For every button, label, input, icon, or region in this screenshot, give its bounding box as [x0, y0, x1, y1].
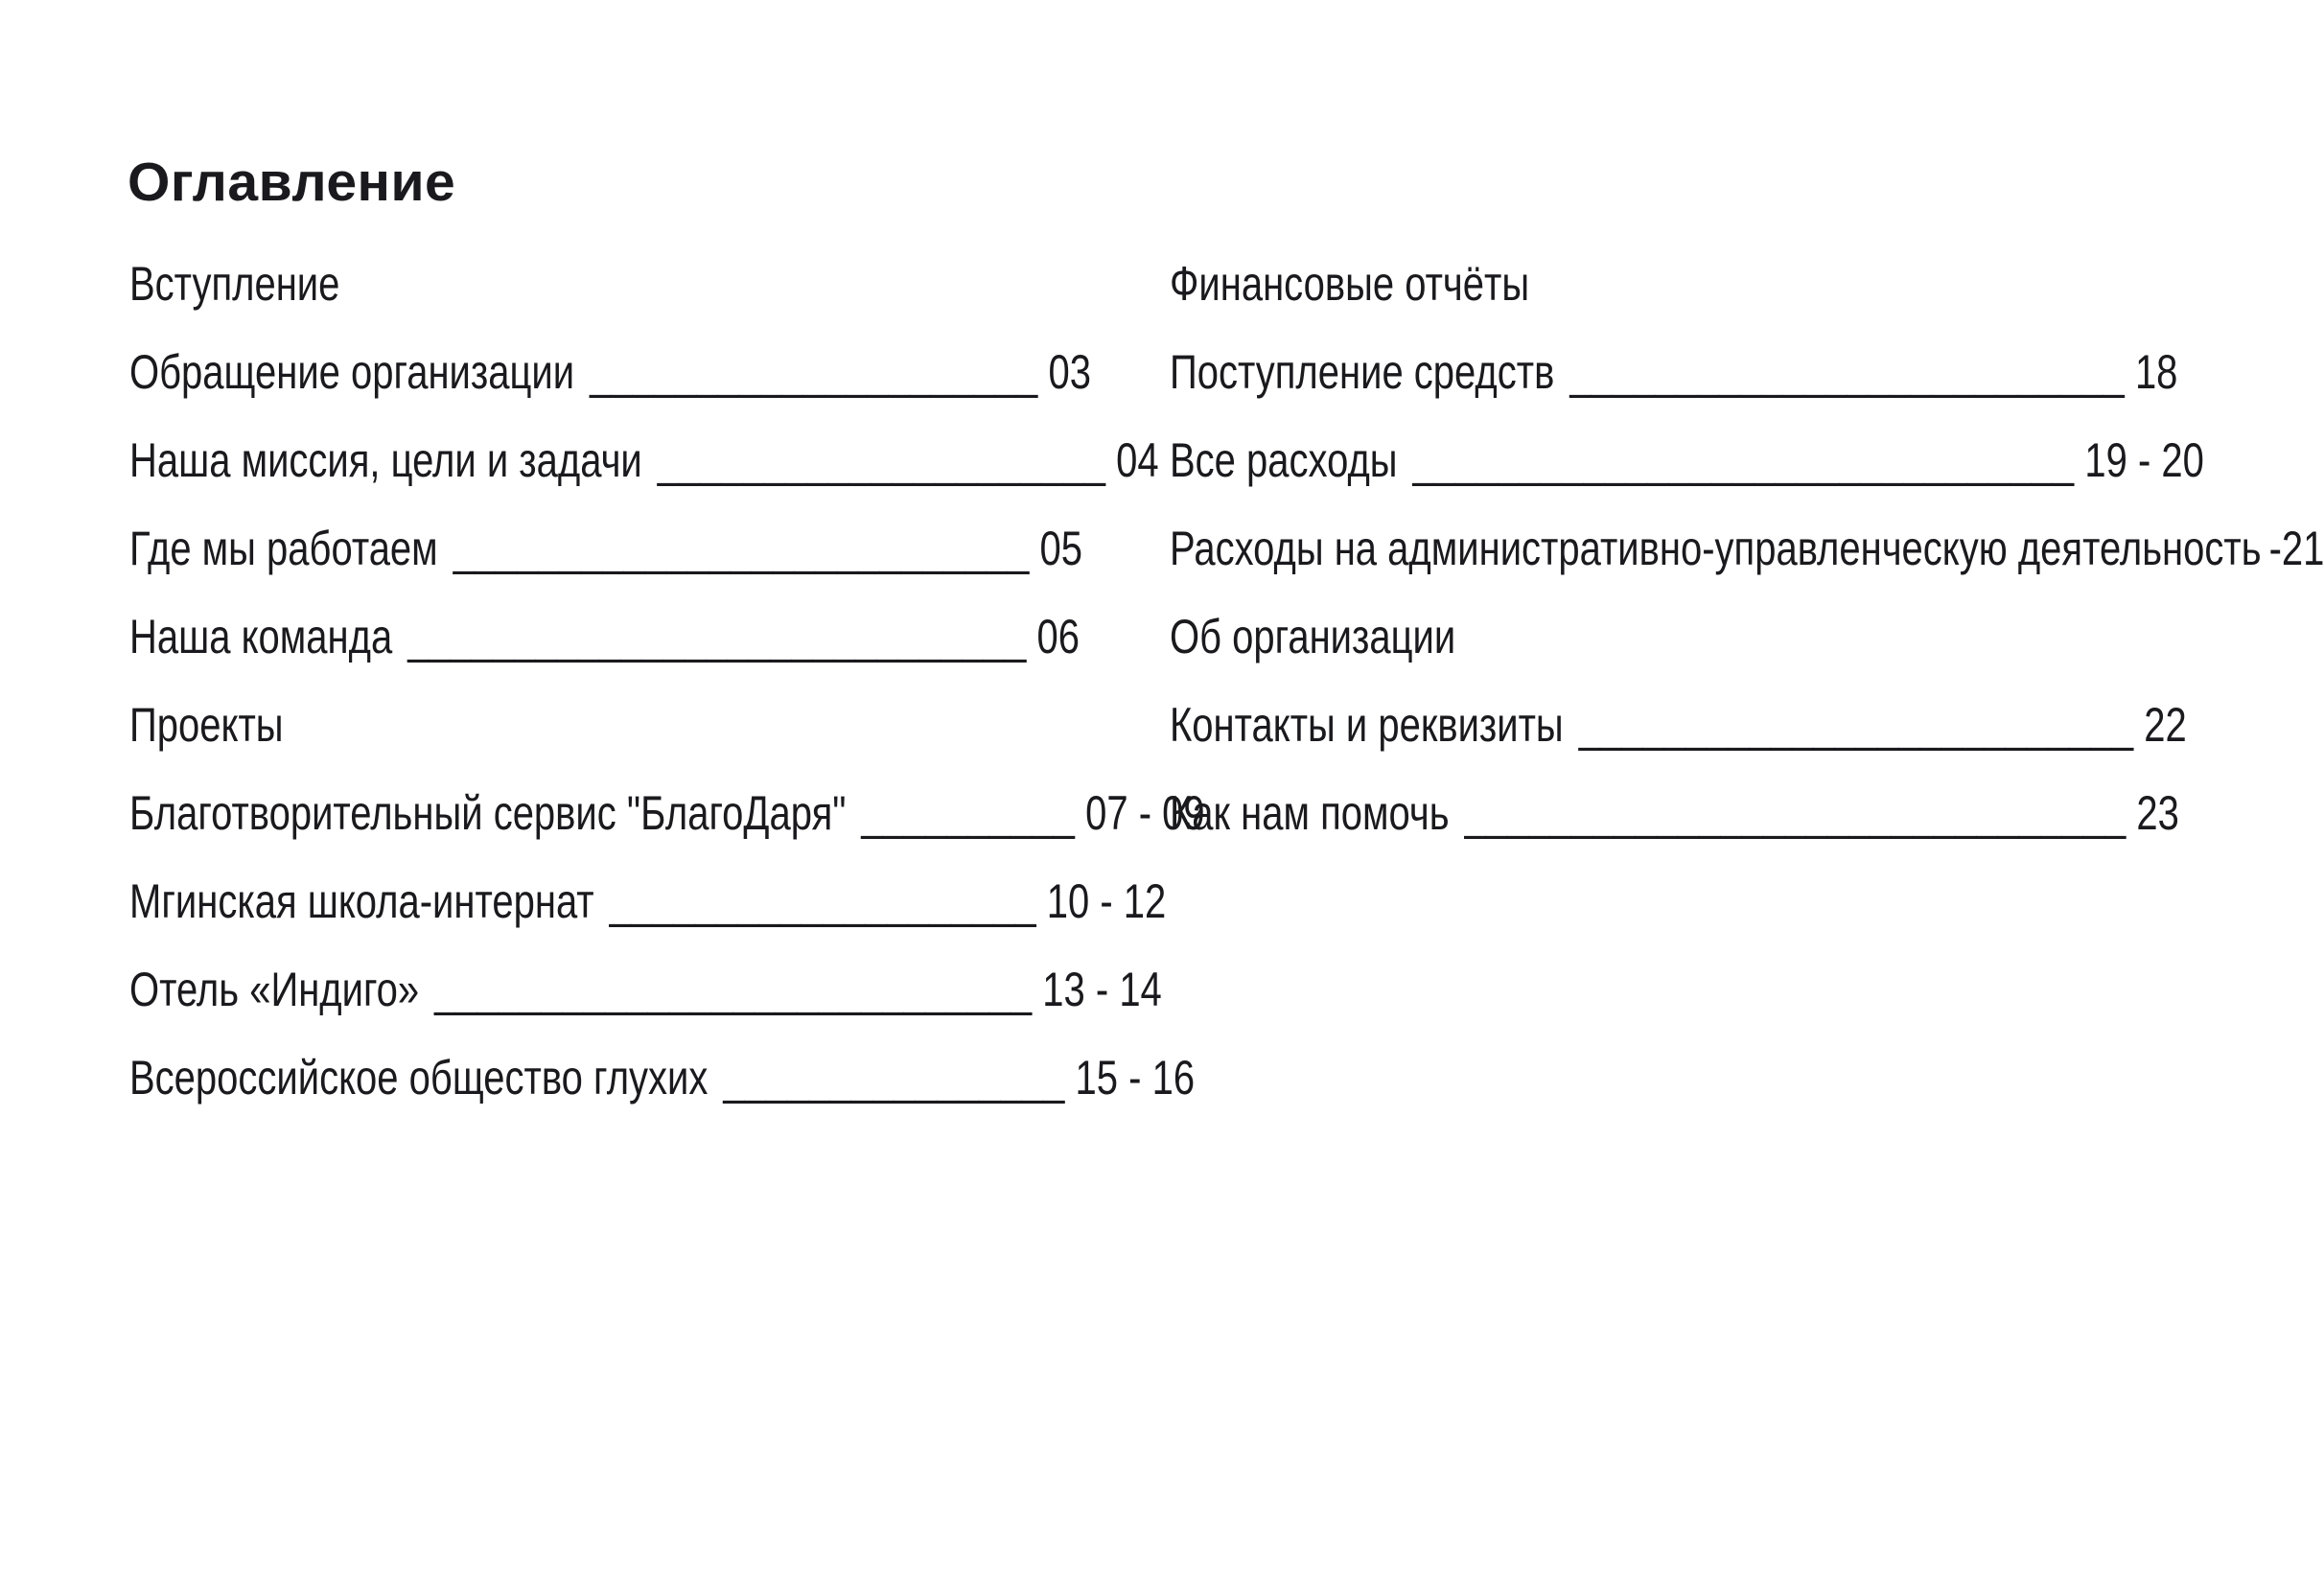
toc-leader-line: __________: [861, 786, 1075, 840]
toc-entry-label: Как нам помочь: [1170, 786, 1450, 840]
toc-entry: [129, 784, 1205, 872]
toc-page-number: 03: [1048, 345, 1091, 399]
toc-left-column: [129, 255, 1205, 1137]
toc-right-column: [1170, 255, 2324, 872]
toc-section-label: Проекты: [129, 698, 284, 752]
toc-leader-line: ________________: [723, 1051, 1065, 1105]
toc-entry: [129, 343, 1091, 431]
toc-page-number: 23: [2136, 786, 2179, 840]
toc-entry-label: Где мы работаем: [129, 522, 438, 575]
toc-entry: [1170, 784, 2179, 872]
toc-page-number: 06: [1036, 610, 1081, 663]
toc-entry: [129, 1049, 1196, 1137]
toc-page-number: 15 - 16: [1075, 1051, 1196, 1105]
toc-entry: [129, 431, 1159, 520]
toc-leader-line: __________________________: [1578, 698, 2134, 752]
toc-section-header: [1170, 608, 2024, 696]
toc-leader-line: ____________________________: [434, 963, 1033, 1016]
toc-entry: [1170, 696, 2187, 784]
toc-leader-line: __________________________: [1569, 345, 2125, 399]
toc-entry: [129, 608, 1081, 696]
toc-page-number: 19 - 20: [2084, 433, 2204, 487]
toc-section-header: [1170, 255, 2024, 343]
toc-entry-label: Все расходы: [1170, 433, 1398, 487]
toc-section-header: [129, 696, 962, 784]
toc-entry-label: Всероссийское общество глухих: [129, 1051, 709, 1105]
toc-leader-line: _____________________: [657, 433, 1105, 487]
toc-entry: [129, 961, 1162, 1049]
toc-entry-label: Мгинская школа-интернат: [129, 874, 594, 928]
toc-entry-label: Отель «Индиго»: [129, 963, 420, 1016]
toc-entry-label: Благотворительный сервис "БлагоДаря": [129, 786, 847, 840]
toc-page-number: 07 - 09: [1085, 786, 1205, 840]
toc-section-label: Финансовые отчёты: [1170, 257, 1530, 311]
toc-leader-line: _______________________________: [1464, 786, 2126, 840]
toc-section-header: [129, 255, 962, 343]
toc-page-number: 05: [1039, 522, 1083, 575]
toc-page-number: 13 - 14: [1042, 963, 1162, 1016]
toc-entry-label: Наша команда: [129, 610, 393, 663]
toc-entry: [129, 520, 1083, 608]
toc-leader-line: _______________________________: [1412, 433, 2075, 487]
toc-entry-label: Расходы на административно-управленческую деятельность: [1170, 522, 2262, 575]
toc-section-label: Об организации: [1170, 610, 1456, 663]
toc-entry-label: Наша миссия, цели и задачи: [129, 433, 642, 487]
toc-leader-line: ___________________________: [453, 522, 1030, 575]
toc-entry: [1170, 520, 2324, 608]
toc-entry-label: Обращение организации: [129, 345, 575, 399]
toc-entry: [1170, 431, 2204, 520]
toc-entry-label: Контакты и реквизиты: [1170, 698, 1564, 752]
toc-leader-line: _____________________________: [407, 610, 1027, 663]
toc-page-number: 10 - 12: [1046, 874, 1167, 928]
toc-page-number: 22: [2144, 698, 2187, 752]
toc-entry-label: Поступление средств: [1170, 345, 1555, 399]
toc-entry: [129, 872, 1167, 961]
toc-leader-line: ____________________: [609, 874, 1036, 928]
toc-section-label: Вступление: [129, 257, 340, 311]
toc-page-number: 18: [2134, 345, 2178, 399]
page-title: Оглавление: [128, 151, 456, 214]
toc-leader-line: _____________________: [590, 345, 1038, 399]
toc-entry: [1170, 343, 2178, 431]
toc-page-number: 04: [1116, 433, 1159, 487]
toc-page-number: -21: [2268, 522, 2324, 575]
